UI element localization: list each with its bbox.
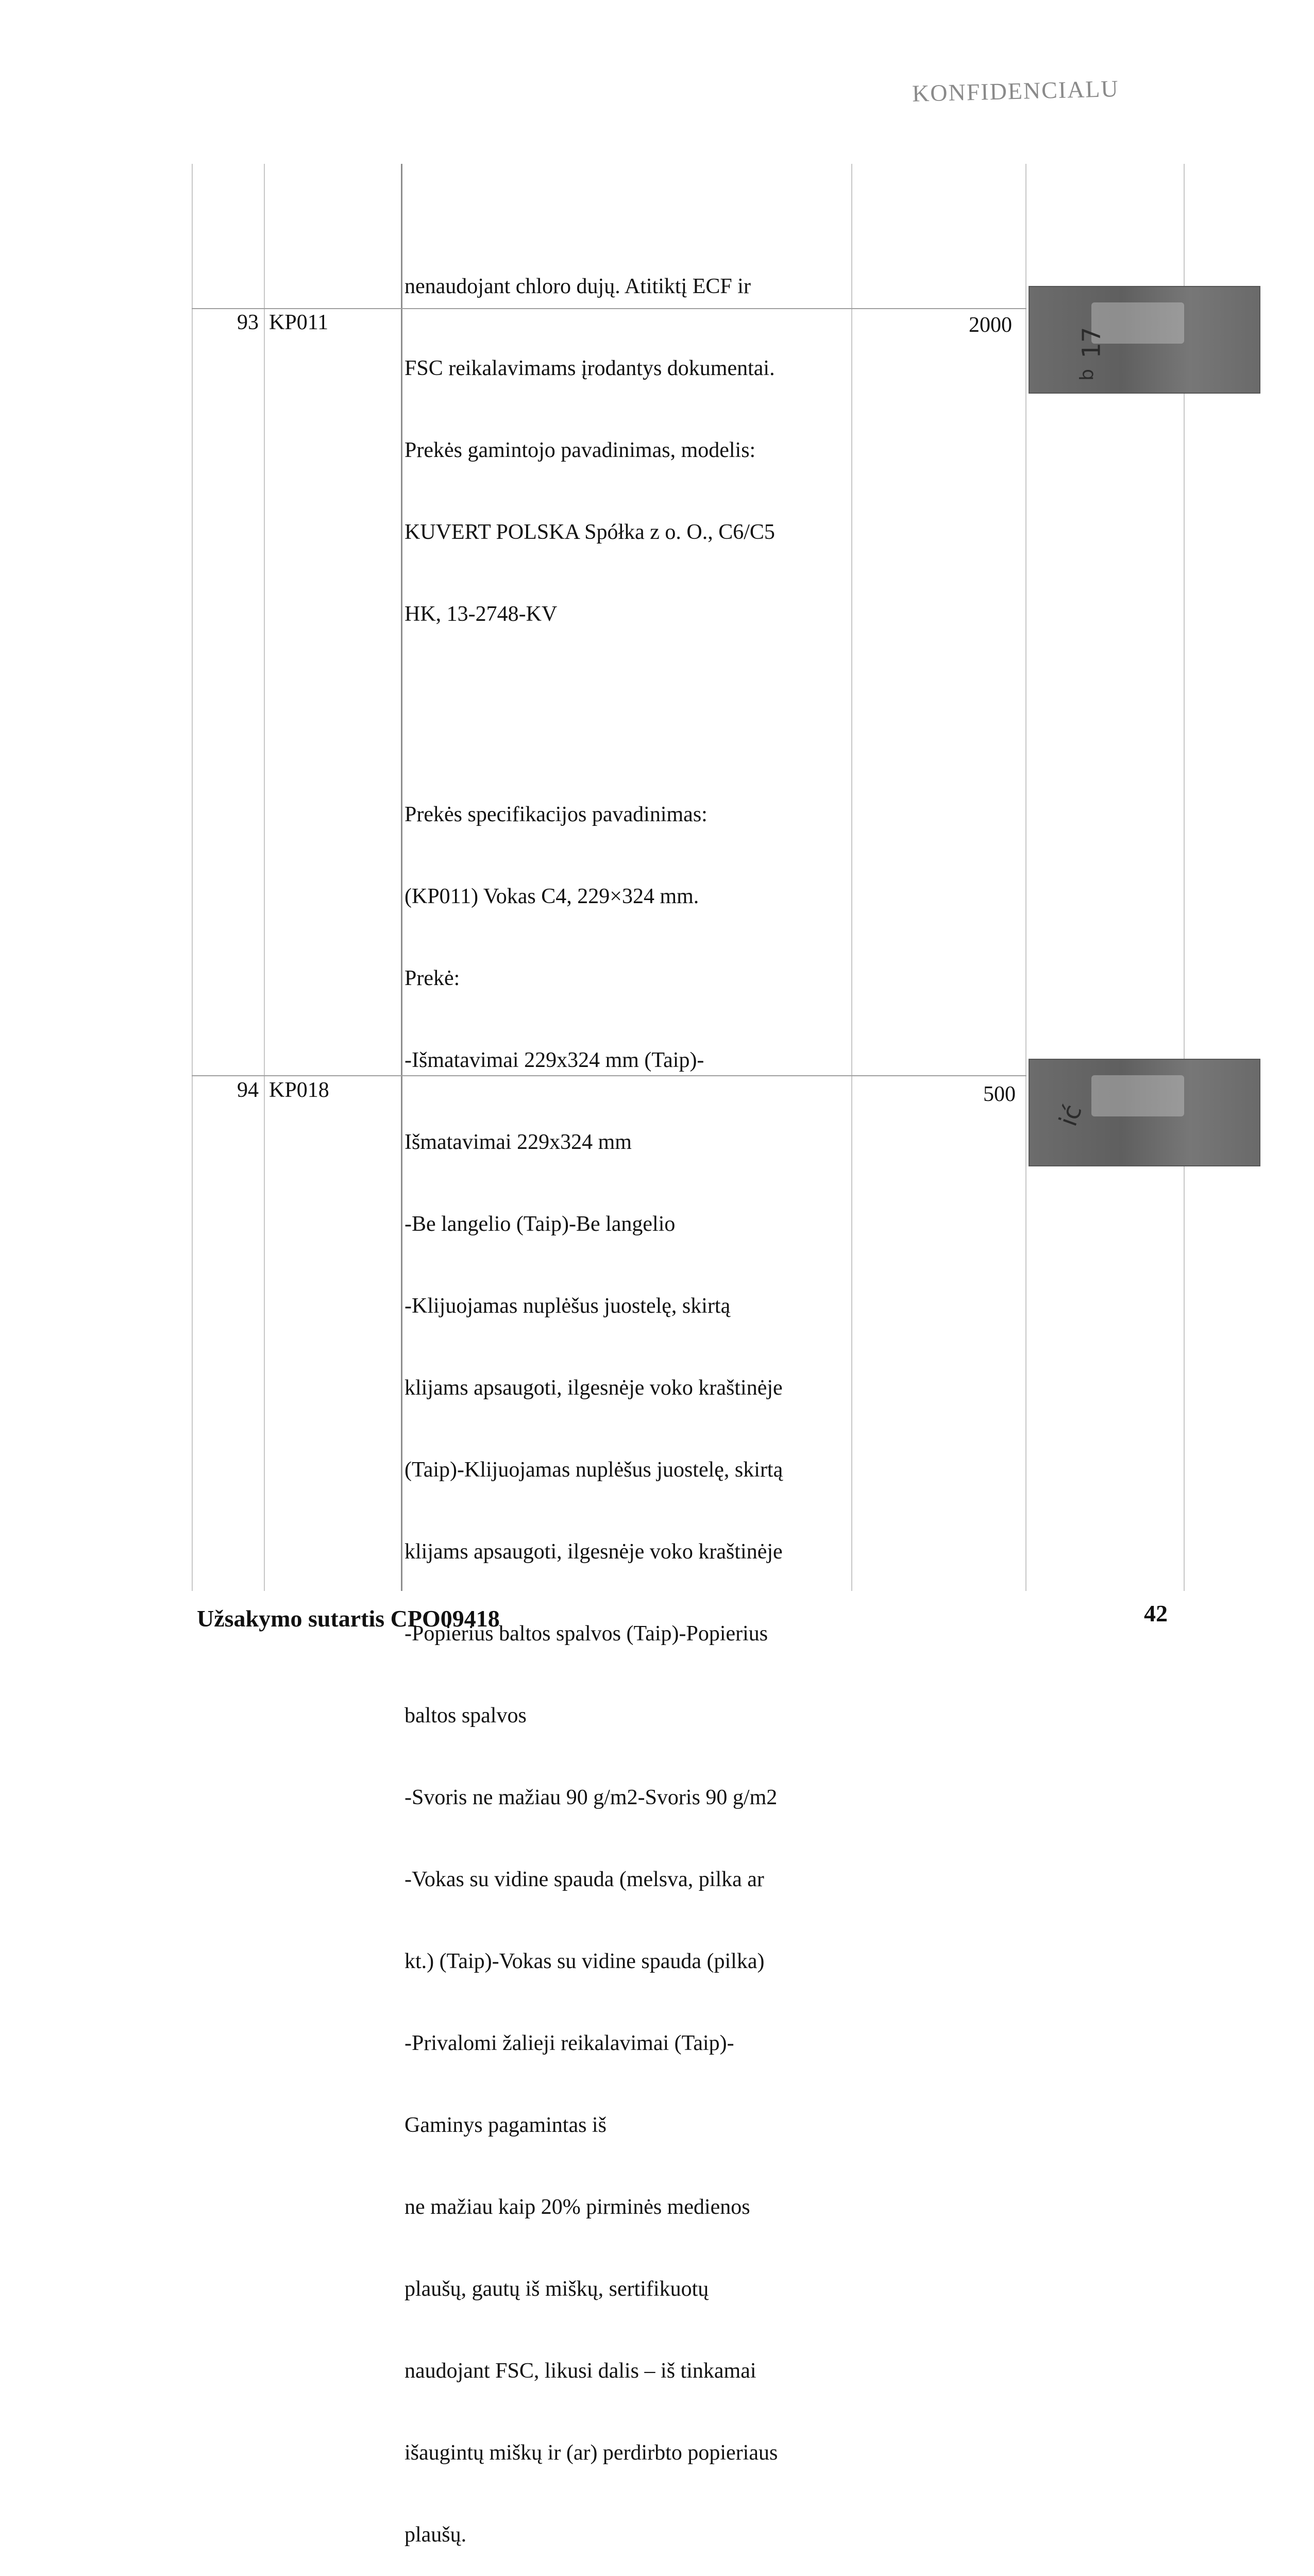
description-line: plaušų.: [405, 2523, 467, 2547]
description-line: -Klijuojamas nuplėšus juostelę, skirtą: [405, 1294, 731, 1318]
description-line: Gaminys pagamintas iš: [405, 2113, 607, 2137]
description-line: Prekė:: [405, 967, 460, 990]
description-line: (KP011) Vokas C4, 229×324 mm.: [405, 885, 699, 908]
description-line: -Privalomi žalieji reikalavimai (Taip)-: [405, 2031, 734, 2055]
description-line: nenaudojant chloro dujų. Atitiktį ECF ir: [405, 275, 751, 298]
handwritten-mark: 17: [1077, 327, 1106, 359]
description-line: -Vokas su vidine spauda (melsva, pilka ar: [405, 1868, 764, 1891]
continuation-description: [405, 218, 858, 683]
handwritten-mark: b: [1076, 369, 1098, 381]
redaction-stamp-1: [1029, 286, 1260, 394]
description-line: Išmatavimai 229x324 mm: [405, 1130, 632, 1154]
row-93-number: 93: [237, 311, 259, 334]
row-93-code: KP011: [269, 311, 329, 334]
contract-label: Užsakymo sutartis CPO09418: [197, 1605, 500, 1632]
description-line: išaugintų miškų ir (ar) perdirbto popieriaus: [405, 2441, 778, 2465]
description-line: -Svoris ne mažiau 90 g/m2-Svoris 90 g/m2: [405, 1786, 778, 1809]
row-93-quantity: 2000: [969, 313, 1012, 337]
handwritten-mark: ić: [1053, 1100, 1088, 1130]
table-col-line-5: [1025, 164, 1026, 1591]
confidential-label: KONFIDENCIALU: [912, 75, 1120, 107]
description-line: kt.) (Taip)-Vokas su vidine spauda (pilka): [405, 1950, 765, 1973]
row-94-number: 94: [237, 1078, 259, 1102]
description-line: (Taip)-Klijuojamas nuplėšus juostelę, skirtą: [405, 1458, 783, 1482]
row-94-quantity: 500: [983, 1082, 1016, 1106]
description-line: HK, 13-2748-KV: [405, 602, 558, 626]
description-column: [405, 164, 858, 2576]
description-line: Prekės specifikacijos pavadinimas:: [405, 803, 707, 826]
table-col-line-3: [401, 164, 402, 1591]
description-line: naudojant FSC, likusi dalis – iš tinkamai: [405, 2359, 756, 2383]
description-line: baltos spalvos: [405, 1704, 527, 1727]
description-line: klijams apsaugoti, ilgesnėje voko kraštinėje: [405, 1540, 783, 1564]
description-line: Prekės gamintojo pavadinimas, modelis:: [405, 438, 756, 462]
description-line: -Išmatavimai 229x324 mm (Taip)-: [405, 1048, 704, 1072]
tape-shine: [1091, 1075, 1184, 1116]
table-col-line-2: [264, 164, 265, 1591]
description-line: FSC reikalavimams įrodantys dokumentai.: [405, 357, 775, 380]
table-col-line-1: [192, 164, 193, 1591]
row-93-description: [405, 747, 858, 2576]
description-line: klijams apsaugoti, ilgesnėje voko kraštinėje: [405, 1376, 783, 1400]
description-line: KUVERT POLSKA Spółka z o. O., C6/C5: [405, 520, 775, 544]
row-94-code: KP018: [269, 1078, 329, 1102]
description-line: ne mažiau kaip 20% pirminės medienos: [405, 2195, 750, 2219]
description-line: -Be langelio (Taip)-Be langelio: [405, 1212, 676, 1236]
description-line: -Popierius baltos spalvos (Taip)-Popierius: [405, 1622, 768, 1646]
redaction-stamp-2: [1029, 1059, 1260, 1166]
page-number: 42: [1144, 1600, 1168, 1626]
description-line: plaušų, gautų iš miškų, sertifikuotų: [405, 2277, 709, 2301]
